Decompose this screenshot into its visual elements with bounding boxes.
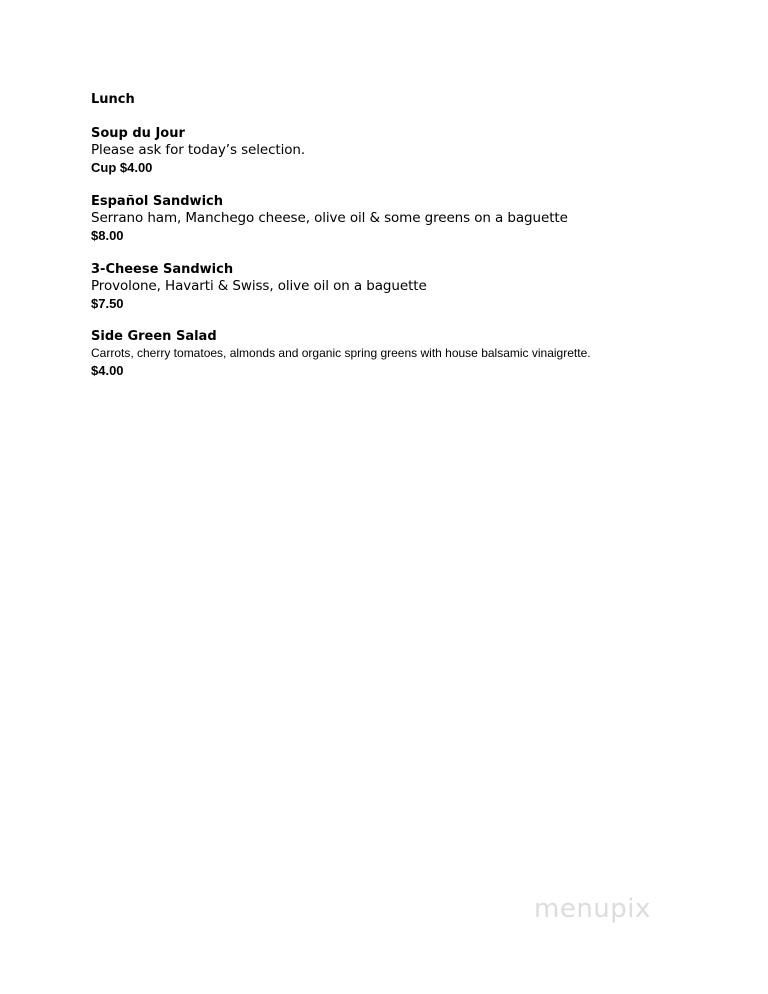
watermark-logo: menupix bbox=[534, 894, 651, 924]
menu-item-soup bbox=[91, 125, 731, 176]
section-title: Lunch bbox=[91, 92, 135, 107]
item-price: $7.50 bbox=[91, 296, 124, 311]
item-price: $8.00 bbox=[91, 228, 124, 243]
menupix-watermark bbox=[528, 870, 688, 930]
item-description: Provolone, Havarti & Swiss, olive oil on a baguette bbox=[91, 278, 427, 294]
item-price: $4.00 bbox=[91, 363, 124, 378]
item-name: 3-Cheese Sandwich bbox=[91, 262, 234, 277]
item-description: Carrots, cherry tomatoes, almonds and organic spring greens with house balsamic vinaigrette. bbox=[91, 346, 591, 360]
menu-item-side-green-salad bbox=[91, 328, 731, 379]
menu-item-3-cheese-sandwich bbox=[91, 261, 731, 312]
item-name: Soup du Jour bbox=[91, 126, 185, 141]
item-name: Side Green Salad bbox=[91, 329, 217, 344]
item-description: Serrano ham, Manchego cheese, olive oil & some greens on a baguette bbox=[91, 210, 568, 226]
item-price: Cup $4.00 bbox=[91, 160, 153, 175]
menu-item-espanol-sandwich bbox=[91, 193, 731, 244]
item-name: Español Sandwich bbox=[91, 194, 223, 209]
item-description: Please ask for today’s selection. bbox=[91, 142, 306, 158]
